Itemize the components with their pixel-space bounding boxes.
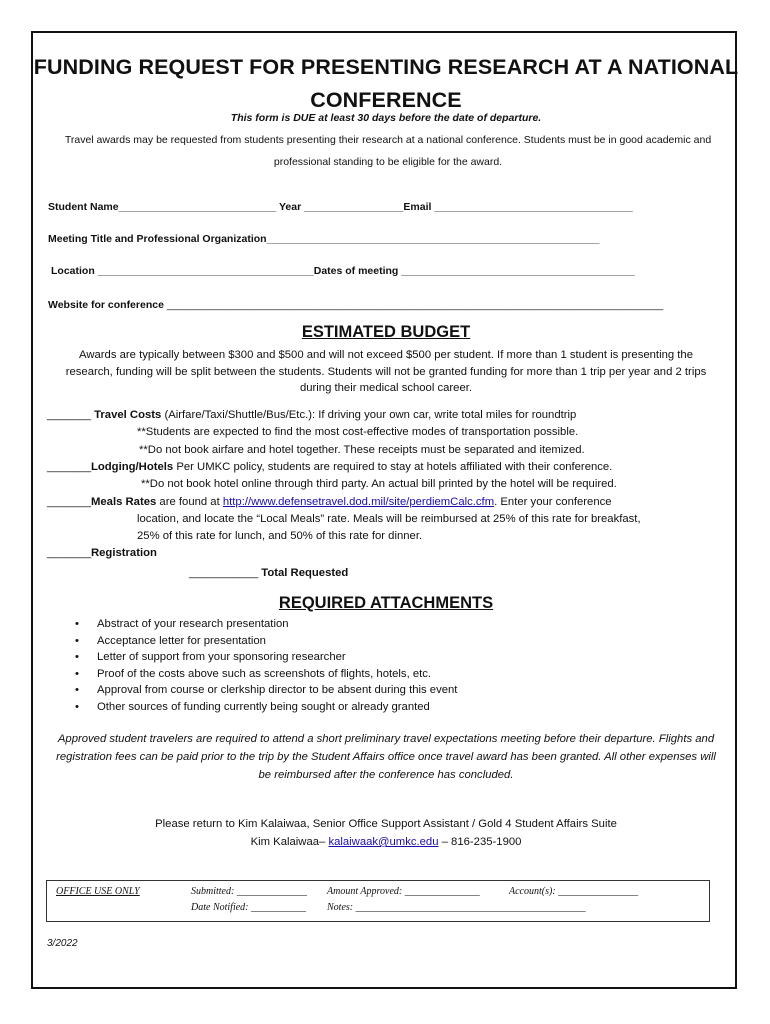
- accounts-label: Account(s):: [509, 886, 556, 897]
- registration-row: [47, 545, 157, 562]
- lodging-text: Per UMKC policy, students are required to stay at hotels affiliated with their conference.: [173, 461, 613, 473]
- attachments-heading: REQUIRED ATTACHMENTS: [278, 594, 494, 612]
- office-use-box: [46, 880, 710, 922]
- travel-note-2: **Do not book airfare and hotel together. These receipts must be separated and itemized.: [139, 444, 585, 456]
- list-item: • Acceptance letter for presentation: [75, 633, 715, 650]
- email-field[interactable]: __________________________________: [434, 201, 633, 213]
- title-line-1: FUNDING REQUEST FOR PRESENTING RESEARCH AT A NATIONAL: [33, 55, 739, 79]
- meals-field[interactable]: _______: [47, 496, 91, 508]
- budget-heading: ESTIMATED BUDGET: [301, 323, 471, 341]
- lodging-label: Lodging/Hotels: [90, 461, 174, 473]
- submitted-label: Submitted:: [191, 886, 235, 897]
- student-info-row: [48, 201, 633, 213]
- revision-date: 3/2022: [47, 938, 78, 949]
- travel-costs-text: (Airfare/Taxi/Shuttle/Bus/Etc.): If driving your own car, write total miles for roundtrip: [161, 409, 577, 421]
- meals-row: [47, 494, 612, 511]
- lodging-field[interactable]: _______: [47, 461, 91, 473]
- travel-note-1: **Students are expected to find the most cost-effective modes of transportation possible.: [137, 426, 579, 438]
- meeting-title-field[interactable]: _________________________________________________________: [266, 233, 600, 245]
- notes-row: [327, 902, 586, 913]
- list-item: • Letter of support from your sponsoring researcher: [75, 649, 715, 666]
- notified-row: [191, 902, 306, 913]
- bullet-icon: •: [75, 634, 79, 647]
- amount-label: Amount Approved:: [327, 886, 403, 897]
- intro-text: Travel awards may be requested from students presenting their research at a national conference. Students must be in good academic and professional standing to be eligible for the award.: [64, 134, 712, 168]
- return-instructions: Please return to Kim Kalaiwaa, Senior Office Support Assistant / Gold 4 Student Affairs Suite: [155, 818, 617, 830]
- registration-label: Registration: [90, 547, 157, 559]
- year-field[interactable]: _________________: [304, 201, 404, 213]
- meals-line-2: location, and locate the “Local Meals” rate. Meals will be reimbursed at 25% of this rate for breakfast,: [137, 513, 641, 525]
- amount-row: [327, 886, 480, 897]
- registration-field[interactable]: _______: [47, 547, 91, 559]
- meeting-title-label: Meeting Title and Professional Organization: [48, 233, 267, 245]
- contact-line: [33, 834, 739, 851]
- travel-costs-row: [47, 407, 576, 424]
- meals-pre-text: are found at: [156, 496, 223, 508]
- list-item: • Abstract of your research presentation: [75, 616, 715, 633]
- lodging-row: [47, 459, 612, 476]
- meals-line-3: 25% of this rate for lunch, and 50% of this rate for dinner.: [137, 530, 423, 542]
- meeting-title-row: [48, 233, 599, 245]
- attachments-list: [75, 616, 715, 716]
- perdiem-link[interactable]: http://www.defensetravel.dod.mil/site/perdiemCalc.cfm: [222, 496, 495, 508]
- form-title: [33, 51, 739, 117]
- list-item: • Other sources of funding currently being sought or already granted: [75, 699, 715, 716]
- list-item: • Approval from course or clerkship director to be absent during this event: [75, 682, 715, 699]
- notified-label: Date Notified:: [191, 902, 249, 913]
- bullet-icon: •: [75, 667, 79, 680]
- travel-costs-label: Travel Costs: [94, 409, 162, 421]
- travel-costs-field[interactable]: _______: [47, 409, 91, 421]
- form-page: [31, 31, 737, 989]
- dates-label: Dates of meeting: [313, 265, 399, 277]
- accounts-field[interactable]: ________________: [558, 886, 639, 897]
- bullet-icon: •: [75, 618, 79, 630]
- lodging-note: **Do not book hotel online through third party. An actual bill printed by the hotel will be required.: [141, 478, 617, 490]
- list-item: • Proof of the costs above such as screenshots of flights, hotels, etc.: [75, 666, 715, 683]
- office-use-label: OFFICE USE ONLY: [56, 886, 140, 897]
- student-name-field[interactable]: ___________________________: [118, 201, 277, 213]
- location-label: Location: [51, 265, 95, 277]
- notes-label: Notes:: [327, 902, 354, 913]
- accounts-row: [509, 886, 638, 897]
- budget-intro: Awards are typically between $300 and $500 and will not exceed $500 per student. If more than 1 student is presenting the research, funding will be split between the students. Students will not be granted funding for more than 1 trip per year and 2 trips during their medical school career.: [65, 349, 707, 394]
- email-label: Email: [403, 201, 432, 213]
- total-label: Total Requested: [261, 567, 349, 579]
- title-line-2: CONFERENCE: [310, 88, 462, 112]
- notified-field[interactable]: ___________: [251, 902, 306, 913]
- contact-phone: – 816-235-1900: [438, 836, 522, 848]
- total-field[interactable]: ___________: [189, 567, 259, 579]
- contact-email-link[interactable]: kalaiwaak@umkc.edu: [328, 836, 439, 848]
- student-name-label: Student Name: [48, 201, 119, 213]
- bullet-icon: •: [75, 651, 79, 664]
- submitted-row: [191, 886, 307, 897]
- amount-field[interactable]: _______________: [404, 886, 480, 897]
- website-row: [48, 299, 663, 311]
- website-label: Website for conference: [48, 299, 164, 311]
- total-row: [189, 565, 348, 582]
- bullet-icon: •: [75, 684, 79, 697]
- notes-field[interactable]: ______________________________________________: [355, 902, 586, 913]
- meals-label: Meals Rates: [90, 496, 157, 508]
- year-label: Year: [279, 201, 302, 213]
- dates-field[interactable]: ________________________________________: [401, 265, 635, 277]
- bullet-icon: •: [75, 700, 79, 713]
- location-field[interactable]: _____________________________________: [97, 265, 314, 277]
- meals-post-text: . Enter your conference: [494, 496, 612, 508]
- traveler-note: Approved student travelers are required to attend a short preliminary travel expectations meeting before their departure. Flights and registration fees can be paid prior to the trip by the Student Affairs office once travel award has been granted. All other expenses will be reimbursed after the conference has concluded.: [56, 733, 716, 781]
- submitted-field[interactable]: ______________: [236, 886, 307, 897]
- website-field[interactable]: _____________________________________________________________________________________: [166, 299, 664, 311]
- location-row: [51, 265, 635, 277]
- due-note: This form is DUE at least 30 days before the date of departure.: [230, 112, 542, 124]
- contact-name: Kim Kalaiwaa–: [250, 836, 329, 848]
